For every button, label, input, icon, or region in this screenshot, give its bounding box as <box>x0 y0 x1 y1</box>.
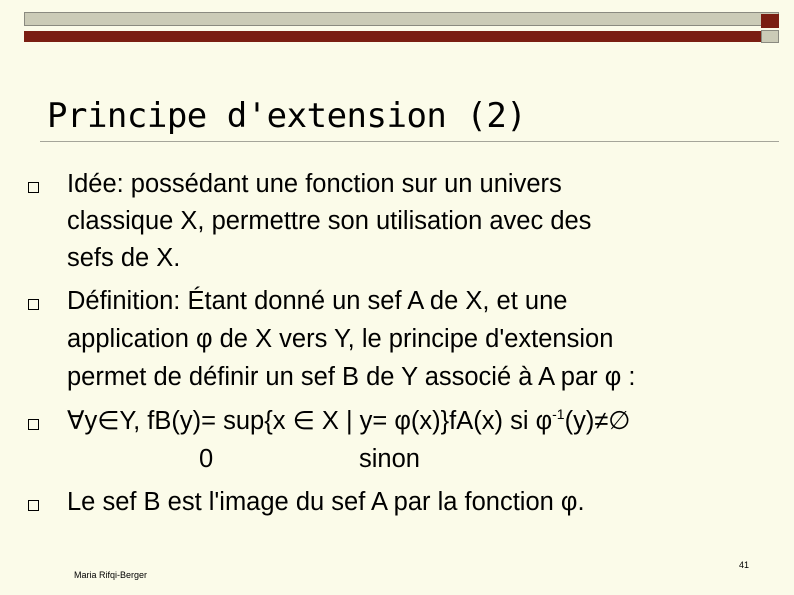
footer-author: Maria Rifqi-Berger <box>74 570 148 580</box>
bullet-2-line-1: Définition: Étant donné un sef A de X, et une <box>67 287 568 315</box>
bullet-1-line-2: classique X, permettre son utilisation avec des <box>67 207 592 235</box>
bullet-2-line-3: permet de définir un sef B de Y associé à A par φ : <box>67 363 636 391</box>
bullet-marker-icon <box>28 299 39 310</box>
bullet-marker-icon <box>28 500 39 511</box>
formula-superscript: -1 <box>552 406 565 422</box>
page-number: 41 <box>739 560 750 570</box>
bullet-4-line-1: Le sef B est l'image du sef A par la fonction φ. <box>67 488 585 516</box>
bullet-1-line-1: Idée: possédant une fonction sur un univers <box>67 170 562 198</box>
extension-formula <box>67 406 631 436</box>
bullet-marker-icon <box>28 419 39 430</box>
bullet-2-line-2: application φ de X vers Y, le principe d'extension <box>67 325 614 353</box>
slide-title: Principe d'extension (2) <box>47 96 527 136</box>
bullet-1-line-3: sefs de X. <box>67 244 181 272</box>
formula-else-label: sinon <box>359 445 420 473</box>
formula-tail: (y)≠∅ <box>564 407 631 435</box>
bullet-marker-icon <box>28 182 39 193</box>
formula-main: ∀y∈Y, fB(y)= sup{x ∈ X | y= φ(x)}fA(x) si φ <box>67 407 553 435</box>
formula-else-value: 0 <box>199 445 214 473</box>
